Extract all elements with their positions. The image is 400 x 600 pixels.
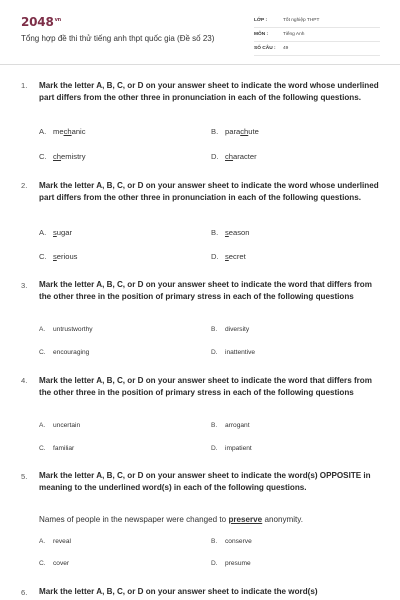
question-number: 1.	[21, 81, 28, 90]
option-letter: C.	[39, 349, 46, 356]
question-number: 2.	[21, 181, 28, 190]
question-prompt: Mark the letter A, B, C, or D on your answer sheet to indicate the word whose underlined part differs from the other three in pronunciation in each of the following questions.	[39, 81, 379, 103]
option-d[interactable]	[211, 349, 255, 356]
option-underlined: s	[53, 252, 57, 261]
option-letter: D.	[211, 560, 218, 567]
option-letter: C.	[39, 252, 47, 261]
option-letter: D.	[211, 349, 218, 356]
meta-class-value: Tốt nghiệp THPT	[283, 18, 320, 23]
option-text: presume	[225, 560, 251, 567]
option-a[interactable]	[39, 127, 86, 136]
option-letter: C.	[39, 560, 46, 567]
option-b[interactable]	[211, 326, 249, 333]
option-c[interactable]	[39, 152, 86, 161]
meta-count-value: 49	[283, 46, 289, 51]
option-b[interactable]	[211, 422, 250, 429]
option-text: aracter	[233, 152, 257, 161]
option-text: uncertain	[53, 422, 81, 429]
brand-suffix: vn	[54, 17, 62, 23]
question-prompt: Mark the letter A, B, C, or D on your answer sheet to indicate the word whose underlined part differs from the other three in pronunciation in each of the following questions.	[39, 181, 379, 203]
option-text: me	[53, 127, 64, 136]
option-a[interactable]	[39, 538, 71, 545]
option-text: arrogant	[225, 422, 250, 429]
question-number: 3.	[21, 281, 28, 290]
option-letter: A.	[39, 127, 47, 136]
page-header	[0, 0, 400, 62]
option-d[interactable]	[211, 152, 257, 161]
meta-class-label: LỚP :	[254, 18, 268, 23]
option-letter: B.	[211, 538, 218, 545]
option-text: familiar	[53, 445, 75, 452]
option-letter: D.	[211, 252, 219, 261]
option-text: reveal	[53, 538, 71, 545]
question-prompt: Mark the letter A, B, C, or D on your answer sheet to indicate the word(s) OPPOSITE in meaning to the underlined word(s) in each of the following questions.	[39, 471, 371, 493]
document-title: Tổng hợp đề thi thử tiếng anh thpt quốc gia (Đề số 23)	[21, 34, 215, 43]
sentence-text: anonymity.	[262, 515, 303, 524]
option-letter: D.	[211, 152, 219, 161]
option-d[interactable]	[211, 445, 252, 452]
option-d[interactable]	[211, 560, 251, 567]
meta-subject-label: MÔN :	[254, 32, 269, 37]
option-text: diversity	[225, 326, 250, 333]
brand-logo[interactable]	[21, 15, 61, 29]
option-letter: B.	[211, 127, 219, 136]
question-prompt: Mark the letter A, B, C, or D on your answer sheet to indicate the word(s)	[39, 587, 318, 596]
option-a[interactable]	[39, 422, 80, 429]
question-number: 4.	[21, 376, 28, 385]
option-letter: A.	[39, 538, 46, 545]
sentence-keyword: preserve	[228, 515, 263, 524]
option-text: ugar	[56, 228, 72, 237]
option-underlined: ch	[53, 152, 62, 161]
meta-subject-value: Tiếng Anh	[283, 32, 305, 37]
option-text: emistry	[61, 152, 86, 161]
meta-count-label: SỐ CÂU :	[254, 46, 276, 51]
option-a[interactable]	[39, 228, 72, 237]
question-sentence	[39, 514, 381, 526]
option-c[interactable]	[39, 445, 74, 452]
option-letter: A.	[39, 326, 46, 333]
option-c[interactable]	[39, 560, 69, 567]
option-b[interactable]	[211, 228, 250, 237]
option-underlined: ch	[240, 127, 249, 136]
option-letter: A.	[39, 422, 46, 429]
option-b[interactable]	[211, 538, 252, 545]
option-letter: C.	[39, 152, 47, 161]
option-text: ecret	[228, 252, 246, 261]
option-underlined: s	[53, 228, 57, 237]
option-underlined: ch	[225, 152, 234, 161]
option-text: encouraging	[53, 349, 90, 356]
question-number: 5.	[21, 472, 28, 481]
option-text: erious	[56, 252, 78, 261]
header-divider	[0, 64, 400, 65]
option-text: untrustworthy	[53, 326, 93, 333]
option-letter: B.	[211, 326, 218, 333]
option-underlined: ch	[63, 127, 72, 136]
option-letter: B.	[211, 422, 218, 429]
option-text: impatient	[225, 445, 252, 452]
question-prompt: Mark the letter A, B, C, or D on your answer sheet to indicate the word that differs from the other three in the position of primary stress in each of the following questions	[39, 376, 372, 398]
option-letter: D.	[211, 445, 218, 452]
option-text: para	[225, 127, 241, 136]
option-text: ute	[248, 127, 259, 136]
option-a[interactable]	[39, 326, 93, 333]
option-letter: C.	[39, 445, 46, 452]
option-letter: A.	[39, 228, 47, 237]
option-text: inattentive	[225, 349, 256, 356]
meta-divider	[254, 27, 380, 28]
option-text: conserve	[225, 538, 252, 545]
option-underlined: s	[225, 252, 229, 261]
option-text: cover	[53, 560, 70, 567]
meta-divider	[254, 55, 380, 56]
meta-divider	[254, 41, 380, 42]
option-d[interactable]	[211, 252, 246, 261]
brand-name: 2048	[21, 15, 54, 29]
option-text: eason	[228, 228, 250, 237]
option-c[interactable]	[39, 349, 89, 356]
question-prompt: Mark the letter A, B, C, or D on your answer sheet to indicate the word that differs from the other three in the position of primary stress in each of the following questions	[39, 280, 372, 302]
option-letter: B.	[211, 228, 219, 237]
option-text: anic	[71, 127, 86, 136]
sentence-text: Names of people in the newspaper were changed to	[39, 515, 229, 524]
question-number: 6.	[21, 588, 28, 597]
option-b[interactable]	[211, 127, 259, 136]
option-c[interactable]	[39, 252, 77, 261]
option-underlined: s	[225, 228, 229, 237]
